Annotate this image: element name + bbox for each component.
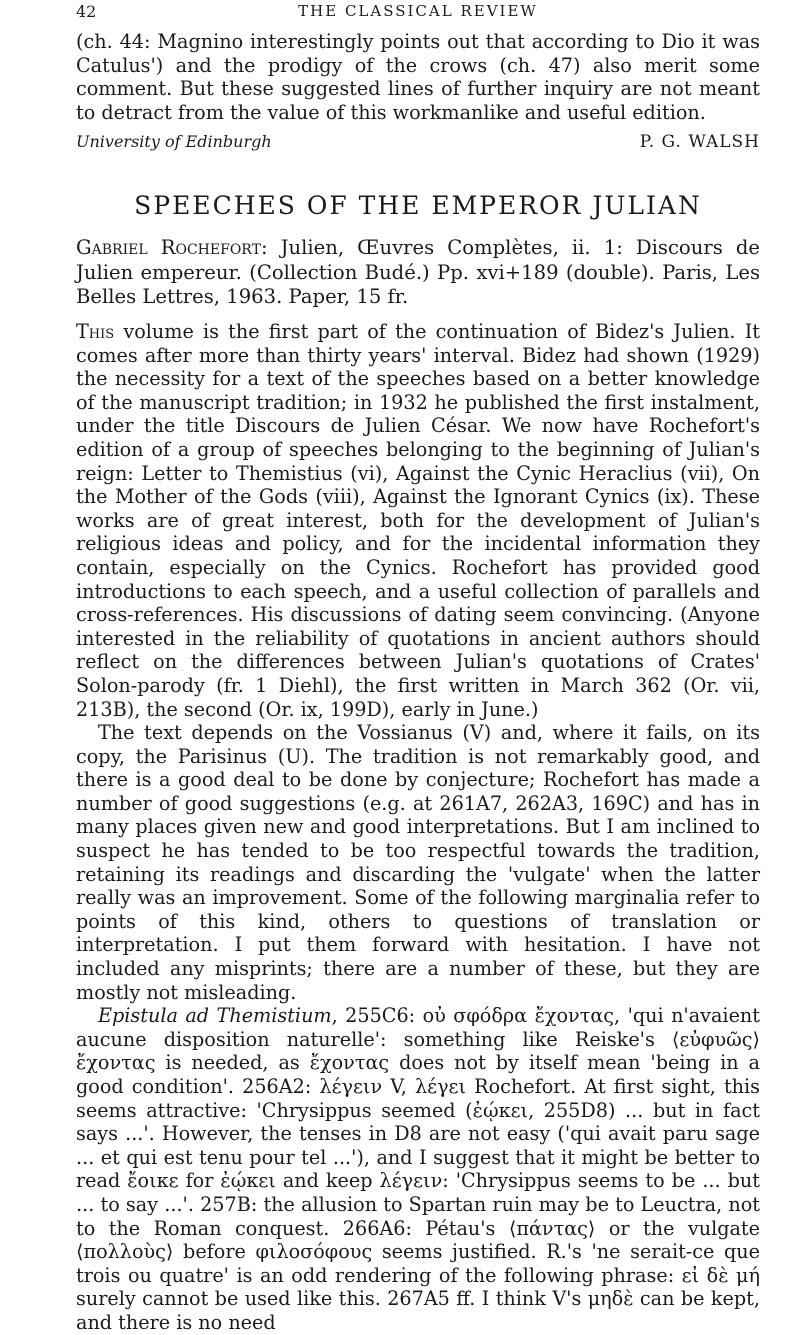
signature-row xyxy=(76,132,760,151)
paragraph-1-text: volume is the first part of the continuation of Bidez's Julien. It comes after more than thirty years' interval. Bidez had shown (1929) the necessity for a text of the speeches based on a better knowledge of the manuscript tradition; in 1932 he published the first instalment, under the title Discours de Julien César. We now have Rochefort's edition of a group of speeches belonging to the beginning of Julian's reign: Letter to Themistius (vi), Against the Cynic Heraclius (vii), On the Mother of the Gods (viii), Against the Ignorant Cynics (ix). These works are of great interest, both for the development of Julian's religious ideas and policy, and for the incidental information they contain, especially on the Cynics. Rochefort has provided good introductions to each speech, and a useful collection of parallels and cross-references. His discussions of dating seem convincing. (Anyone interested in the reliability of quotations in ancient authors should reflect on the differences between Julian's quotations of Crates' Solon-parody (fr. 1 Diehl), the first written in March 362 (Or. vii, 213B), the second (Or. ix, 199D), early in June.) xyxy=(76,320,760,721)
author-affiliation: University of Edinburgh xyxy=(76,132,272,151)
paragraph-2: The text depends on the Vossianus (V) and, where it fails, on its copy, the Parisinus (U). The tradition is not remarkably good, and there is a good deal to be done by conjecture; Rochefort has made a number of good suggestions (e.g. at 261A7, 262A3, 169C) and has in many places given new and good interpretations. But I am inclined to suspect he has tended to be too respectful towards the tradition, retaining its readings and discarding the 'vulgate' when the latter really was an improvement. Some of the following marginalia refer to points of this kind, others to questions of translation or interpretation. I put them forward with hesitation. I have not included any misprints; there are a number of these, but they are mostly not misleading. xyxy=(76,721,760,1004)
paragraph-1 xyxy=(76,320,760,721)
bibliography-text xyxy=(76,236,760,310)
book-author: Gabriel Rochefort xyxy=(76,236,261,259)
journal-title: THE CLASSICAL REVIEW xyxy=(298,2,538,20)
review-author: P. G. WALSH xyxy=(639,132,760,152)
review-title: SPEECHES OF THE EMPEROR JULIAN xyxy=(134,191,702,220)
review-body xyxy=(76,320,760,1335)
paragraph-3-text: , 255C6: οὐ σφόδρα ἔχοντας, 'qui n'avaient aucune disposition naturelle': something like Reiske's ⟨εὐφυῶς⟩ ἔχοντας is needed, as ἔχοντας does not by itself mean 'being in a good condition'. 256A2: λέγειν V, λέγει Rochefort. At first sight, this seems attractive: 'Chrysippus seemed (ἐῴκει, 255D8) ... but in fact says ...'. However, the tenses in D8 are not easy ('qui avait paru sage ... et qui est tenu pour tel ...'), and I suggest that it might be better to read ἔοικε for ἐῴκει and keep λέγειν: 'Chrysippus seems to be ... but ... to say ...'. 257B: the allusion to Spartan ruin may be to Leuctra, not to the Roman conquest. 266A6: Pétau's ⟨πάντας⟩ or the vulgate ⟨πολλοὺς⟩ before φιλοσόφους seems justified. R.'s 'ne serait-ce que trois ou quatre' is an odd rendering of the following phrase: εἰ δὲ μή surely cannot be used like this. 267A5 ff. I think V's μηδὲ can be kept, and there is no need xyxy=(76,1004,760,1334)
page-number: 42 xyxy=(76,2,97,21)
bibliographic-entry xyxy=(76,236,760,310)
running-head xyxy=(76,2,760,28)
book-details: : Julien, Œuvres Complètes, ii. 1: Discours de Julien empereur. (Collection Budé.) Pp. xvi+189 (double). Paris, Les Belles Lettres, 1963. Paper, 15 fr. xyxy=(76,236,760,308)
paragraph-3 xyxy=(76,1004,760,1334)
continuation-paragraph: (ch. 44: Magnino interestingly points out that according to Dio it was Catulus') and the prodigy of the crows (ch. 47) also merit some comment. But these suggested lines of further inquiry are not meant to detract from the value of this workmanlike and useful edition. xyxy=(76,30,760,124)
previous-review-ending xyxy=(76,30,760,124)
paragraph-3-lead: Epistula ad Themistium xyxy=(98,1004,332,1028)
paragraph-1-lead: This xyxy=(76,320,115,343)
